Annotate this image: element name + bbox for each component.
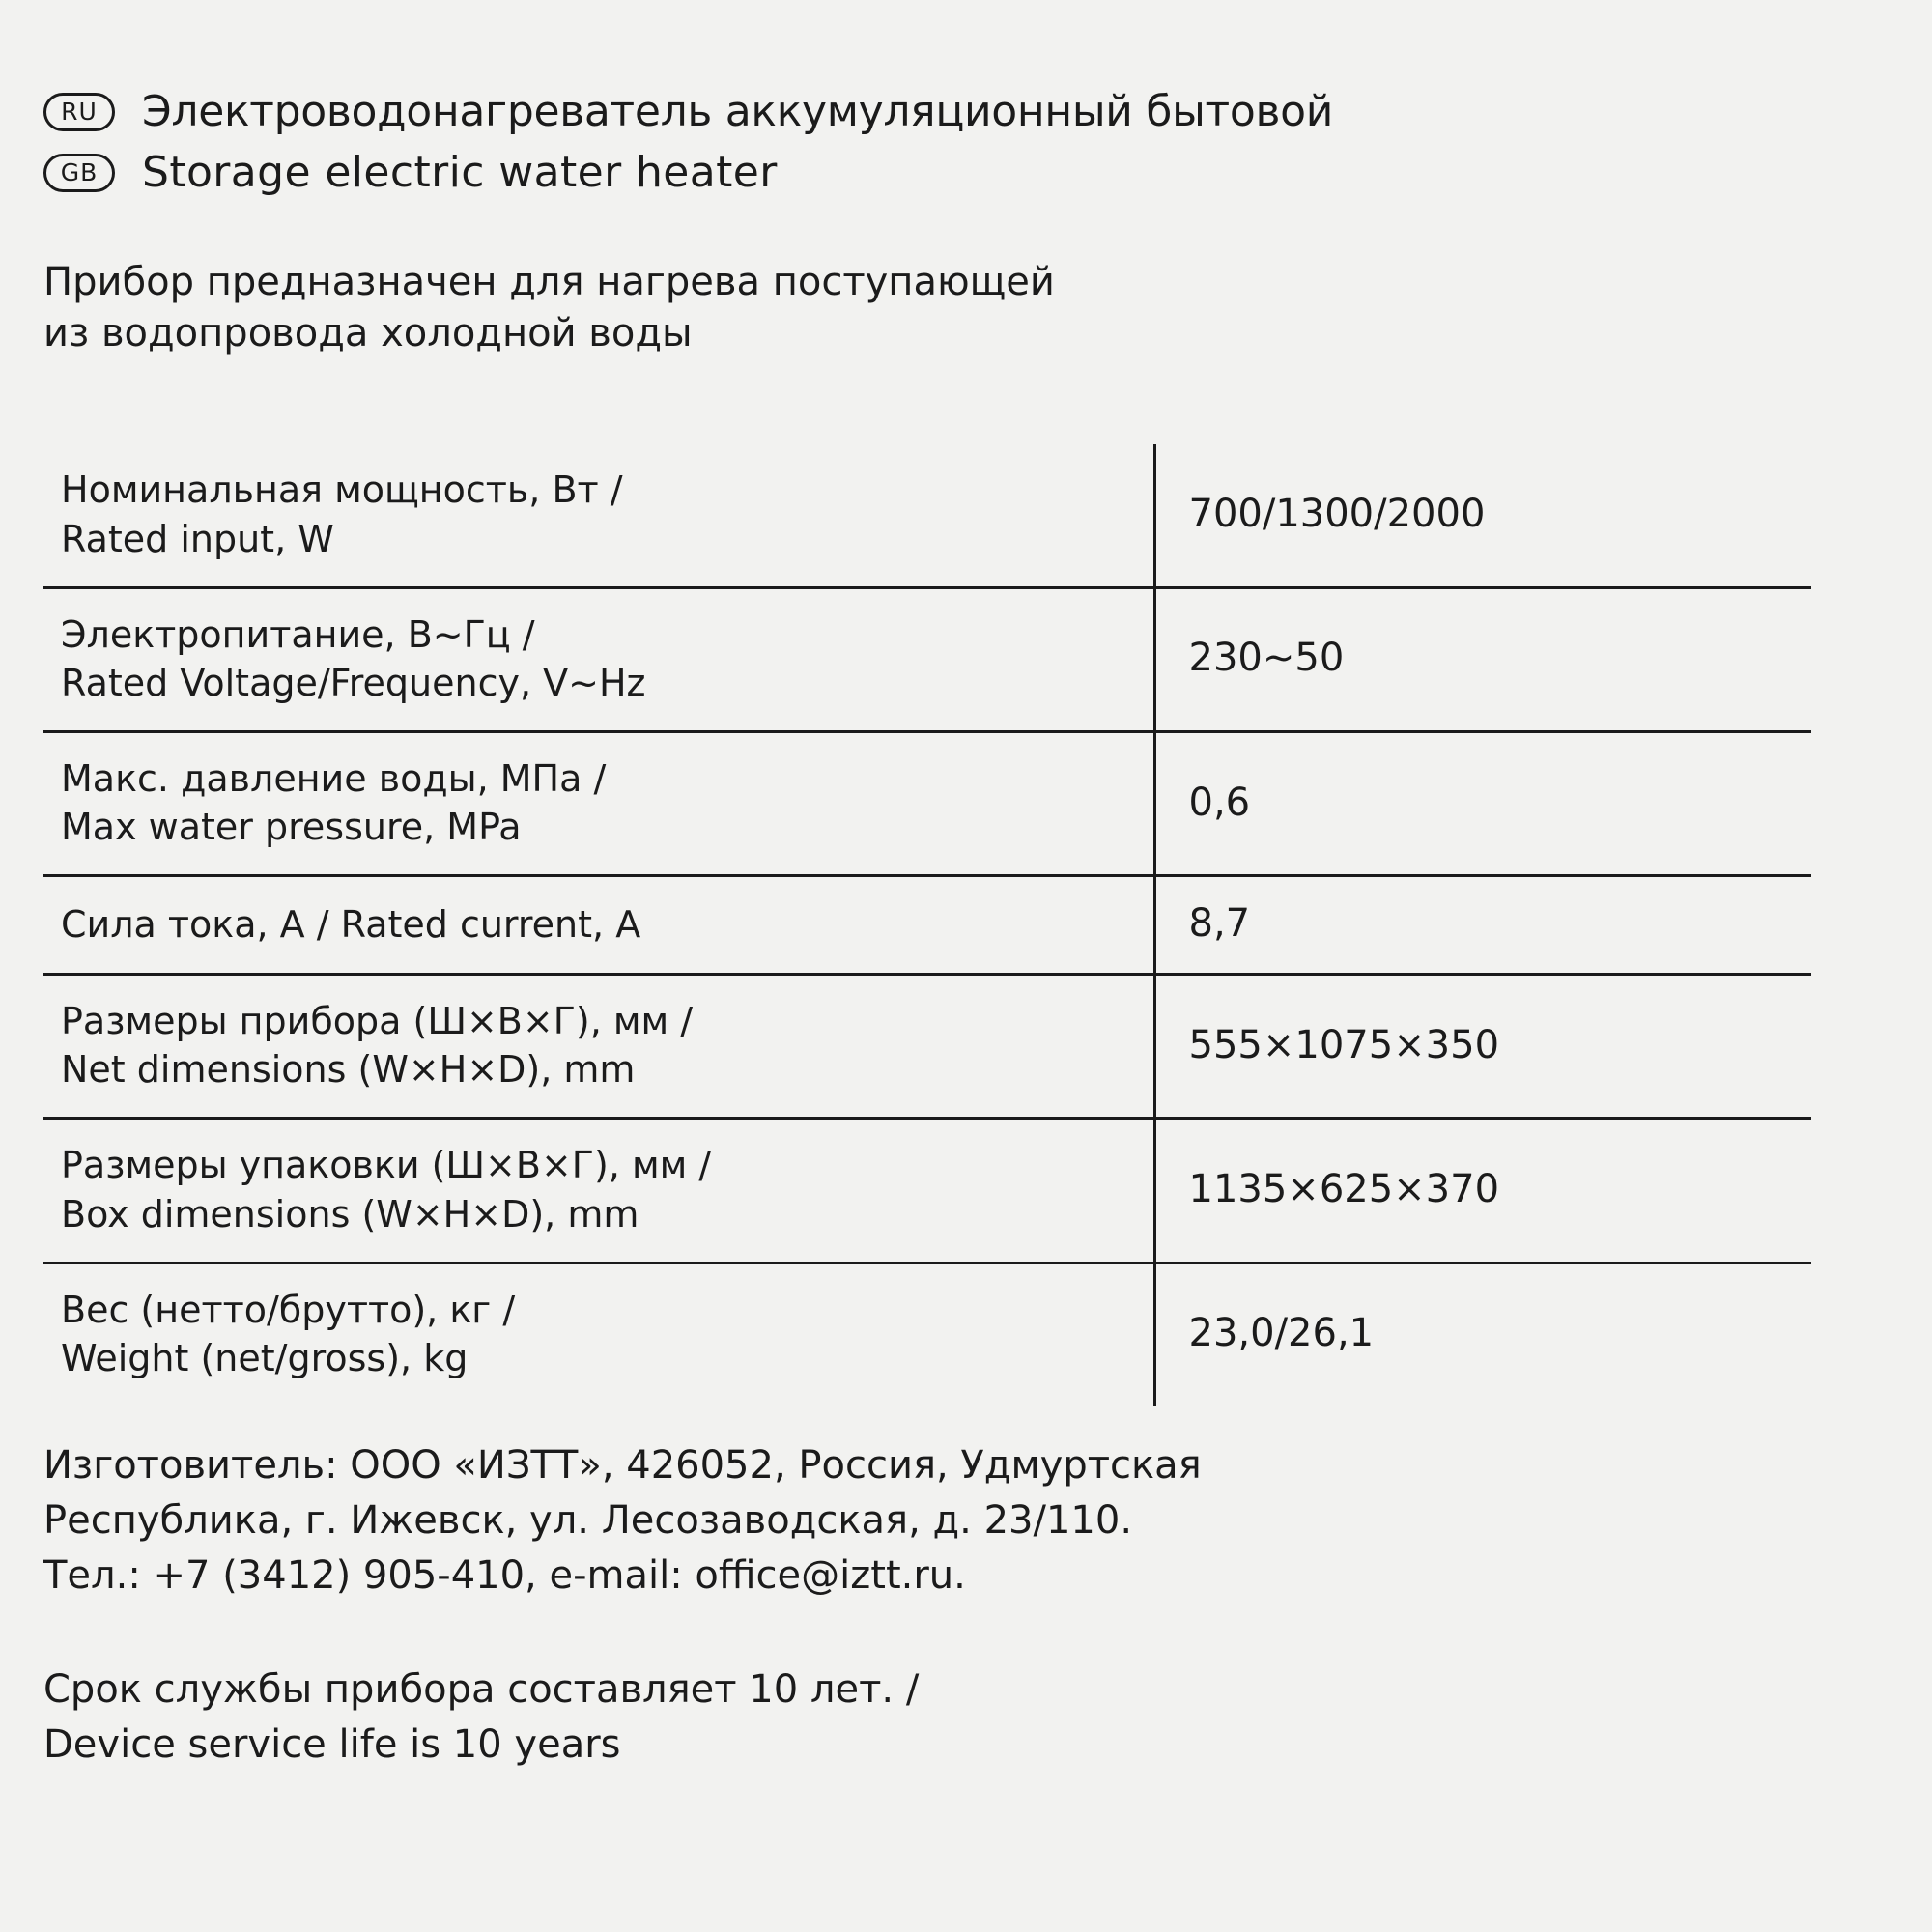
language-badge-gb: GB bbox=[43, 154, 115, 192]
spec-value-weight: 23,0/26,1 bbox=[1154, 1263, 1811, 1406]
spec-label-line-ru: Номинальная мощность, Вт / bbox=[61, 469, 623, 512]
spec-label-rated-input bbox=[43, 444, 1154, 587]
table-row bbox=[43, 876, 1811, 975]
product-title-ru: Электроводонагреватель аккумуляционный бытовой bbox=[142, 87, 1334, 136]
manufacturer-line-3: Тел.: +7 (3412) 905-410, e-mail: office@iztt.ru. bbox=[43, 1552, 966, 1598]
spec-label-line-ru: Сила тока, А / Rated current, A bbox=[61, 902, 641, 946]
spec-label-line-ru: Размеры упаковки (Ш×В×Г), мм / bbox=[61, 1144, 712, 1187]
language-badge-ru: RU bbox=[43, 93, 115, 131]
product-title-en: Storage electric water heater bbox=[142, 148, 778, 197]
spec-label-line-en: Weight (net/gross), kg bbox=[61, 1336, 469, 1379]
service-life-line-en: Device service life is 10 years bbox=[43, 1722, 621, 1768]
intro-text bbox=[43, 257, 1203, 359]
spec-label-max-pressure bbox=[43, 732, 1154, 876]
spec-label-line-ru: Вес (нетто/брутто), кг / bbox=[61, 1288, 516, 1331]
table-row bbox=[43, 1263, 1811, 1406]
intro-line-2: из водопровода холодной воды bbox=[43, 311, 693, 356]
manufacturer-line-2: Республика, г. Ижевск, ул. Лесозаводская, д. 23/110. bbox=[43, 1497, 1133, 1543]
spec-label-rated-current bbox=[43, 876, 1154, 975]
spec-label-weight bbox=[43, 1263, 1154, 1406]
table-row bbox=[43, 975, 1811, 1119]
spec-label-line-en: Rated input, W bbox=[61, 517, 334, 560]
table-row bbox=[43, 444, 1811, 587]
table-row bbox=[43, 1119, 1811, 1263]
spec-value-box-dimensions: 1135×625×370 bbox=[1154, 1119, 1811, 1263]
title-row-gb bbox=[43, 148, 1864, 197]
spec-value-max-pressure: 0,6 bbox=[1154, 732, 1811, 876]
specifications-table bbox=[43, 444, 1811, 1406]
service-life-line-ru: Срок службы прибора составляет 10 лет. / bbox=[43, 1667, 920, 1713]
title-row-ru bbox=[43, 87, 1864, 136]
spec-value-net-dimensions: 555×1075×350 bbox=[1154, 975, 1811, 1119]
spec-label-line-en: Max water pressure, MPa bbox=[61, 806, 522, 849]
spec-label-box-dimensions bbox=[43, 1119, 1154, 1263]
intro-line-1: Прибор предназначен для нагрева поступающей bbox=[43, 260, 1055, 304]
spec-label-net-dimensions bbox=[43, 975, 1154, 1119]
spec-label-line-en: Box dimensions (W×H×D), mm bbox=[61, 1192, 639, 1236]
spec-label-line-ru: Размеры прибора (Ш×В×Г), мм / bbox=[61, 1000, 694, 1043]
service-life-info bbox=[43, 1662, 1864, 1773]
manufacturer-info bbox=[43, 1438, 1782, 1603]
title-block bbox=[43, 87, 1864, 197]
spec-label-line-ru: Макс. давление воды, МПа / bbox=[61, 757, 607, 800]
table-row bbox=[43, 587, 1811, 731]
spec-label-voltage-frequency bbox=[43, 587, 1154, 731]
manufacturer-line-1: Изготовитель: ООО «ИЗТТ», 426052, Россия, Удмуртская bbox=[43, 1443, 1202, 1489]
table-row bbox=[43, 732, 1811, 876]
spec-label-line-en: Net dimensions (W×H×D), mm bbox=[61, 1048, 636, 1092]
spec-value-voltage-frequency: 230~50 bbox=[1154, 587, 1811, 731]
spec-value-rated-input: 700/1300/2000 bbox=[1154, 444, 1811, 587]
spec-label-line-en: Rated Voltage/Frequency, V~Hz bbox=[61, 661, 646, 704]
spec-value-rated-current: 8,7 bbox=[1154, 876, 1811, 975]
spec-label-line-ru: Электропитание, В~Гц / bbox=[61, 612, 535, 656]
